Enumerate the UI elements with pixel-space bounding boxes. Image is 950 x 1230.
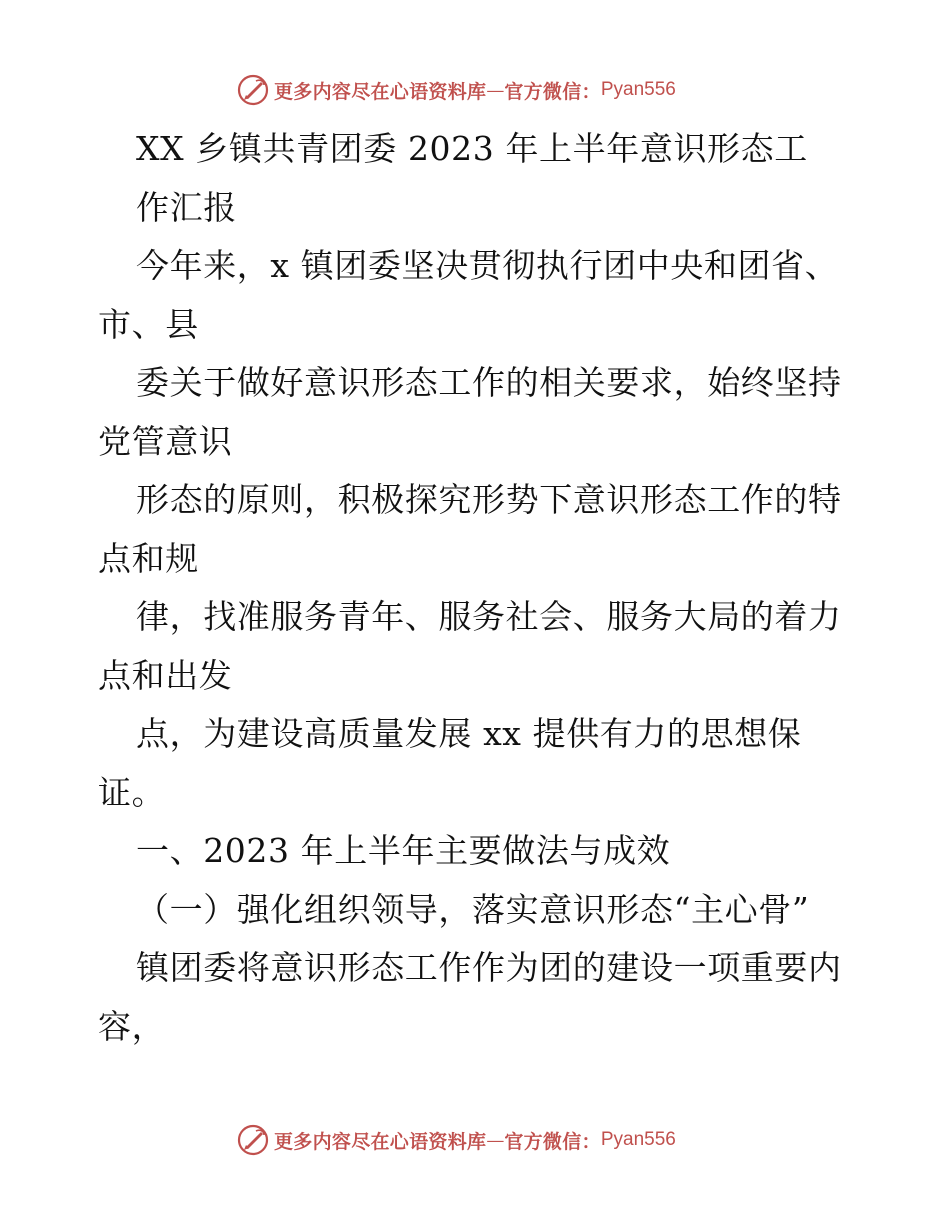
document-line: 证。 bbox=[98, 772, 166, 812]
document-line: 容， bbox=[98, 1006, 166, 1046]
document-line: 点和出发 bbox=[98, 655, 233, 695]
quill-pen-logo-icon bbox=[236, 73, 270, 107]
document-line: 市、县 bbox=[98, 304, 199, 344]
document-line: 点和规 bbox=[98, 538, 199, 578]
watermark-wechat-id: Pyan556 bbox=[600, 1129, 676, 1150]
header-watermark-content bbox=[236, 70, 676, 110]
document-line: 形态的原则，积极探究形势下意识形态工作的特 bbox=[136, 480, 842, 519]
document-line: 律，找准服务青年、服务社会、服务大局的着力 bbox=[136, 597, 842, 636]
document-line: 一、2023 年上半年主要做法与成效 bbox=[136, 831, 671, 870]
watermark-main-text: 更多内容尽在心语资料库 bbox=[274, 80, 487, 103]
watermark-separator: — bbox=[486, 1129, 505, 1151]
footer-watermark-content bbox=[236, 1120, 676, 1160]
document-line: XX 乡镇共青团委 2023 年上半年意识形态工 bbox=[136, 129, 808, 168]
document-line: 镇团委将意识形态工作作为团的建设一项重要内 bbox=[136, 948, 842, 987]
document-line: 今年来，x 镇团委坚决贯彻执行团中央和团省、 bbox=[136, 246, 839, 285]
document-line: 点，为建设高质量发展 xx 提供有力的思想保 bbox=[136, 714, 802, 753]
footer-watermark bbox=[0, 1120, 950, 1160]
watermark-main-text: 更多内容尽在心语资料库 bbox=[274, 1130, 487, 1153]
document-line: 党管意识 bbox=[98, 421, 233, 461]
watermark-wechat-id: Pyan556 bbox=[600, 79, 676, 100]
document-body bbox=[98, 120, 868, 1056]
header-watermark bbox=[0, 70, 950, 110]
watermark-separator: — bbox=[486, 79, 505, 101]
quill-pen-logo-icon bbox=[236, 1123, 270, 1157]
document-line: 委关于做好意识形态工作的相关要求，始终坚持 bbox=[136, 363, 842, 402]
watermark-wechat-label: 官方微信： bbox=[504, 80, 601, 103]
document-line: 作汇报 bbox=[136, 187, 237, 227]
watermark-wechat-label: 官方微信： bbox=[504, 1130, 601, 1153]
document-line: （一）强化组织领导，落实意识形态“主心骨” bbox=[136, 889, 810, 929]
